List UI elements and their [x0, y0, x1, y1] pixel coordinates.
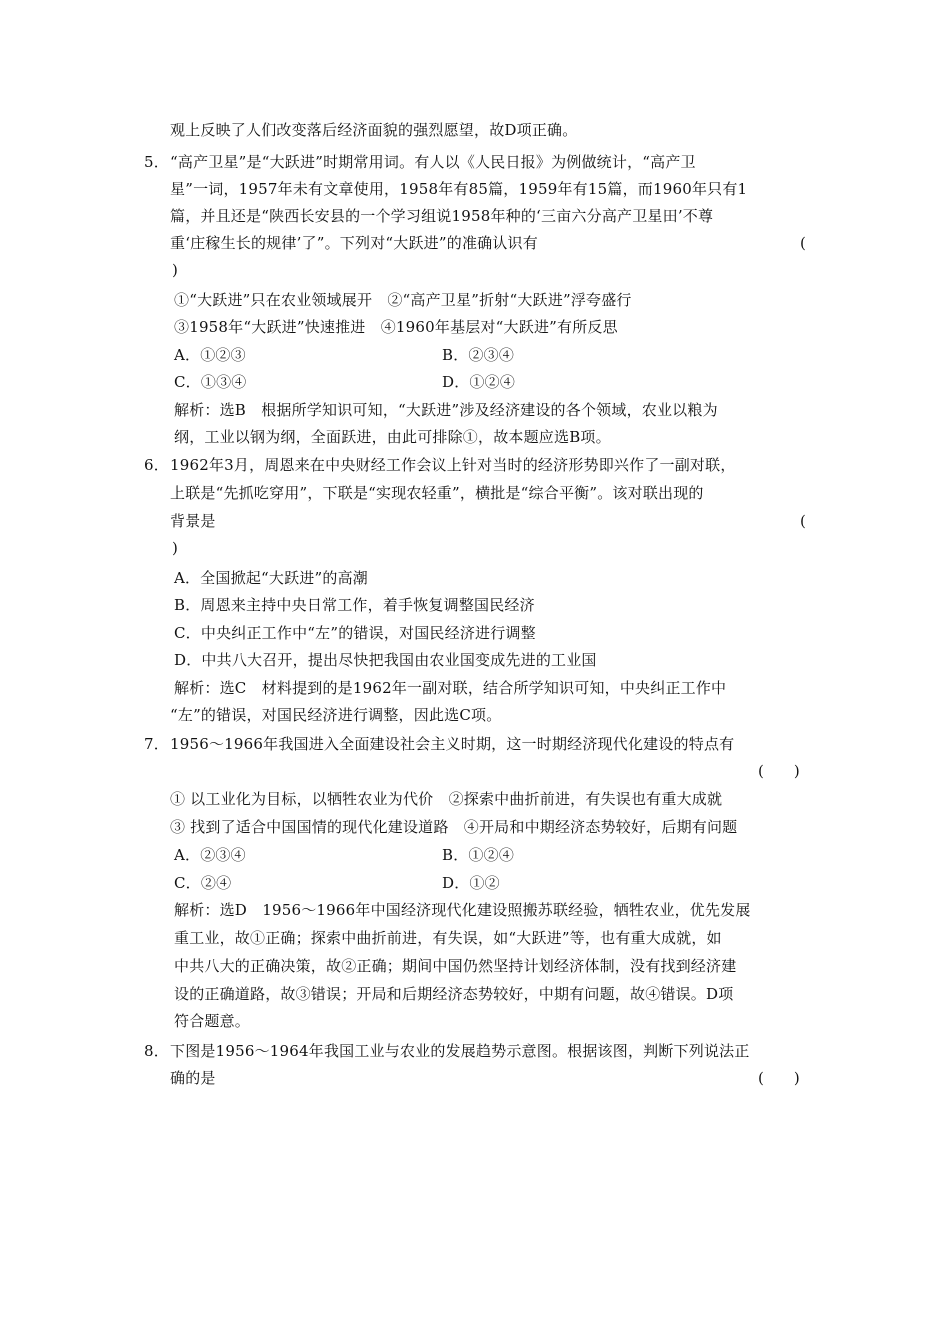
answer-explanation: 解析：选B 根据所学知识可知，“大跃进”涉及经济建设的各个领域，农业以粮为 [174, 401, 718, 419]
question-5-text: 重‘庄稼生长的规律’了”。下列对“大跃进”的准确认识有 [170, 234, 538, 252]
answer-bracket-close: ) [172, 261, 178, 279]
question-6-number: 6． [144, 456, 169, 474]
option-c: C．中央纠正工作中“左”的错误，对国民经济进行调整 [174, 624, 536, 642]
option-d: D．中共八大召开，提出尽快把我国由农业国变成先进的工业国 [174, 651, 597, 669]
question-5-text: 星”一词，1957年未有文章使用，1958年有85篇，1959年有15篇，而1960年只有1 [170, 180, 748, 198]
answer-explanation: 设的正确道路，故③错误；开局和后期经济态势较好，中期有问题，故④错误。D项 [174, 985, 734, 1003]
answer-bracket: ( ) [758, 1069, 800, 1087]
question-7-text: 1956～1966年我国进入全面建设社会主义时期，这一时期经济现代化建设的特点有 [170, 735, 735, 753]
question-5-text: “高产卫星”是“大跃进”时期常用词。有人以《人民日报》为例做统计，“高产卫 [170, 153, 696, 171]
option-a: A．全国掀起“大跃进”的高潮 [174, 569, 368, 587]
question-7-number: 7． [144, 735, 169, 753]
answer-bracket-close: ) [172, 539, 178, 557]
option-b: B．①②④ [442, 846, 515, 864]
answer-explanation: 纲，工业以钢为纲，全面跃进，由此可排除①，故本题应选B项。 [174, 428, 611, 446]
option-d: D．①②④ [442, 373, 516, 391]
statement-line: ③ 找到了适合中国国情的现代化建设道路 ④开局和中期经济态势较好，后期有问题 [170, 818, 738, 836]
question-8-number: 8． [144, 1042, 169, 1060]
statement-line: ③1958年“大跃进”快速推进 ④1960年基层对“大跃进”有所反思 [174, 318, 618, 336]
answer-bracket-open: ( [800, 234, 806, 252]
statement-line: ① 以工业化为目标，以牺牲农业为代价 ②探索中曲折前进，有失误也有重大成就 [170, 790, 723, 808]
question-8-text: 确的是 [170, 1069, 216, 1087]
answer-explanation: 解析：选C 材料提到的是1962年一副对联，结合所学知识可知，中央纠正工作中 [174, 679, 727, 697]
option-c: C．②④ [174, 874, 232, 892]
question-6-text: 背景是 [170, 512, 216, 530]
text-line: 观上反映了人们改变落后经济面貌的强烈愿望，故D项正确。 [170, 121, 578, 139]
question-5-text: 篇，并且还是“陕西长安县的一个学习组说1958年种的‘三亩六分高产卫星田’不尊 [170, 207, 714, 225]
option-a: A．②③④ [174, 846, 246, 864]
answer-bracket: ( ) [758, 762, 800, 780]
answer-explanation: “左”的错误，对国民经济进行调整，因此选C项。 [170, 706, 502, 724]
question-5-number: 5． [144, 153, 169, 171]
option-a: A．①②③ [174, 346, 246, 364]
statement-line: ①“大跃进”只在农业领域展开 ②“高产卫星”折射“大跃进”浮夸盛行 [174, 291, 632, 309]
answer-explanation: 解析：选D 1956～1966年中国经济现代化建设照搬苏联经验，牺牲农业，优先发展 [174, 901, 751, 919]
option-c: C．①③④ [174, 373, 247, 391]
answer-bracket-open: ( [800, 512, 806, 530]
answer-explanation: 中共八大的正确决策，故②正确；期间中国仍然坚持计划经济体制，没有找到经济建 [174, 957, 737, 975]
answer-explanation: 重工业，故①正确；探索中曲折前进，有失误，如“大跃进”等，也有重大成就，如 [174, 929, 722, 947]
option-d: D．①② [442, 874, 500, 892]
question-6-text: 1962年3月，周恩来在中央财经工作会议上针对当时的经济形势即兴作了一副对联， [170, 456, 736, 474]
question-8-text: 下图是1956～1964年我国工业与农业的发展趋势示意图。根据该图，判断下列说法正 [170, 1042, 750, 1060]
question-6-text: 上联是“先抓吃穿用”，下联是“实现农轻重”，横批是“综合平衡”。该对联出现的 [170, 484, 704, 502]
option-b: B．周恩来主持中央日常工作，着手恢复调整国民经济 [174, 596, 535, 614]
answer-explanation: 符合题意。 [174, 1012, 251, 1030]
option-b: B．②③④ [442, 346, 515, 364]
